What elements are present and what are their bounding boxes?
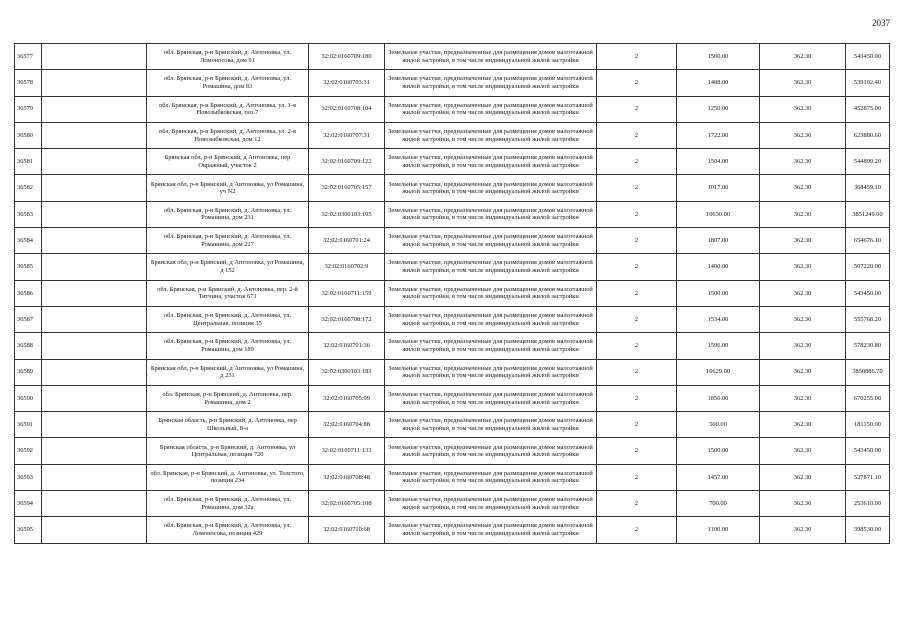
group-code-cell: 2 xyxy=(597,306,677,332)
row-number-cell: 36591 xyxy=(15,412,42,438)
cadastral-value-cell: 3850886.70 xyxy=(846,359,890,385)
row-number-cell: 36592 xyxy=(15,438,42,464)
cadastral-value-cell: 368459.10 xyxy=(846,175,890,201)
area-cell: 1807.00 xyxy=(677,228,760,254)
group-code-cell: 2 xyxy=(597,96,677,122)
row-number-cell: 36589 xyxy=(15,359,42,385)
table-body xyxy=(15,44,890,544)
empty-cell xyxy=(42,280,147,306)
land-use-cell: Земельные участки, предназначенные для размещения домов малоэтажной жилой застройки, в том числе индивидуальной жилой застройки xyxy=(385,280,597,306)
address-cell: обл. Брянская, р-н Брянский, д. Антоновка, ул. Ломоносова, дом 91 xyxy=(147,44,309,70)
land-use-cell: Земельные участки, предназначенные для размещения домов малоэтажной жилой застройки, в том числе индивидуальной жилой застройки xyxy=(385,175,597,201)
land-use-cell: Земельные участки, предназначенные для размещения домов малоэтажной жилой застройки, в том числе индивидуальной жилой застройки xyxy=(385,412,597,438)
table-row xyxy=(15,385,890,411)
table-row xyxy=(15,517,890,543)
land-use-cell: Земельные участки, предназначенные для размещения домов малоэтажной жилой застройки, в том числе индивидуальной жилой застройки xyxy=(385,44,597,70)
row-number-cell: 36586 xyxy=(15,280,42,306)
land-use-cell: Земельные участки, предназначенные для размещения домов малоэтажной жилой застройки, в том числе индивидуальной жилой застройки xyxy=(385,122,597,148)
table-row xyxy=(15,254,890,280)
area-cell: 1500.00 xyxy=(677,44,760,70)
row-number-cell: 36587 xyxy=(15,306,42,332)
cadastral-number-cell: 32:02:0300103:183 xyxy=(309,359,385,385)
land-use-cell: Земельные участки, предназначенные для размещения домов малоэтажной жилой застройки, в том числе индивидуальной жилой застройки xyxy=(385,385,597,411)
area-cell: 500.00 xyxy=(677,412,760,438)
table-row xyxy=(15,491,890,517)
address-cell: обл. Брянская, р-н Брянский, д. Антоновка, ул. Ромашина, дом 189 xyxy=(147,333,309,359)
table-row xyxy=(15,280,890,306)
specific-value-cell: 362.30 xyxy=(760,333,846,359)
group-code-cell: 2 xyxy=(597,70,677,96)
area-cell: 1488.00 xyxy=(677,70,760,96)
specific-value-cell: 362.30 xyxy=(760,175,846,201)
group-code-cell: 2 xyxy=(597,201,677,227)
cadastral-value-cell: 181150.00 xyxy=(846,412,890,438)
land-use-cell: Земельные участки, предназначенные для размещения домов малоэтажной жилой застройки, в том числе индивидуальной жилой застройки xyxy=(385,201,597,227)
area-cell: 1850.00 xyxy=(677,385,760,411)
address-cell: обл. Брянская, р-н Брянский, д. Антоновка, пер. 2-й Титчина, участок 671 xyxy=(147,280,309,306)
area-cell: 1457.00 xyxy=(677,464,760,490)
area-cell: 10629.00 xyxy=(677,359,760,385)
specific-value-cell: 362.30 xyxy=(760,70,846,96)
group-code-cell: 2 xyxy=(597,438,677,464)
table-row xyxy=(15,149,890,175)
empty-cell xyxy=(42,44,147,70)
cadastral-value-cell: 507220.00 xyxy=(846,254,890,280)
area-cell: 1500.00 xyxy=(677,280,760,306)
area-cell: 1596.00 xyxy=(677,333,760,359)
area-cell: 1400.00 xyxy=(677,254,760,280)
cadastral-number-cell: 32:02:0160708:104 xyxy=(309,96,385,122)
specific-value-cell: 362.30 xyxy=(760,412,846,438)
specific-value-cell: 362.30 xyxy=(760,306,846,332)
land-use-cell: Земельные участки, предназначенные для размещения домов малоэтажной жилой застройки, в том числе индивидуальной жилой застройки xyxy=(385,149,597,175)
row-number-cell: 36578 xyxy=(15,70,42,96)
empty-cell xyxy=(42,122,147,148)
empty-cell xyxy=(42,175,147,201)
cadastral-value-cell: 555768.20 xyxy=(846,306,890,332)
address-cell: обл. Брянская, р-н Брянский, д. Антоновка, ул. Ромашина, дом 227 xyxy=(147,228,309,254)
table-row xyxy=(15,438,890,464)
empty-cell xyxy=(42,517,147,543)
address-cell: обл. Брянская, р-н Брянский, д. Антоновка, ул. Ромашина, дом 231 xyxy=(147,201,309,227)
group-code-cell: 2 xyxy=(597,122,677,148)
page-number: 2037 xyxy=(872,18,890,28)
address-cell: обл. Брянская, р-н Брянский, д. Антоновка, ул. Ромашина, дом 83 xyxy=(147,70,309,96)
group-code-cell: 2 xyxy=(597,359,677,385)
empty-cell xyxy=(42,149,147,175)
empty-cell xyxy=(42,70,147,96)
empty-cell xyxy=(42,385,147,411)
land-use-cell: Земельные участки, предназначенные для размещения домов малоэтажной жилой застройки, в том числе индивидуальной жилой застройки xyxy=(385,96,597,122)
cadastral-number-cell: 32:02:0160707:31 xyxy=(309,122,385,148)
row-number-cell: 36580 xyxy=(15,122,42,148)
cadastral-number-cell: 32:02:0160703:31 xyxy=(309,70,385,96)
land-use-cell: Земельные участки, предназначенные для размещения домов малоэтажной жилой застройки, в том числе индивидуальной жилой застройки xyxy=(385,333,597,359)
cadastral-value-cell: 527871.10 xyxy=(846,464,890,490)
specific-value-cell: 362.30 xyxy=(760,385,846,411)
table-row xyxy=(15,70,890,96)
group-code-cell: 2 xyxy=(597,44,677,70)
address-cell: обл. Брянская, р-н Брянский, д. Антоновка, ул. 1-я Новозыбковская, поз.7 xyxy=(147,96,309,122)
land-use-cell: Земельные участки, предназначенные для размещения домов малоэтажной жилой застройки, в том числе индивидуальной жилой застройки xyxy=(385,306,597,332)
area-cell: 700.00 xyxy=(677,491,760,517)
cadastral-value-cell: 539102.40 xyxy=(846,70,890,96)
table-row xyxy=(15,175,890,201)
empty-cell xyxy=(42,333,147,359)
table-row xyxy=(15,333,890,359)
row-number-cell: 36595 xyxy=(15,517,42,543)
specific-value-cell: 362.30 xyxy=(760,517,846,543)
land-use-cell: Земельные участки, предназначенные для размещения домов малоэтажной жилой застройки, в том числе индивидуальной жилой застройки xyxy=(385,359,597,385)
row-number-cell: 36593 xyxy=(15,464,42,490)
group-code-cell: 2 xyxy=(597,464,677,490)
specific-value-cell: 362.30 xyxy=(760,122,846,148)
address-cell: обл. Брянская, р-н Брянский, д. Антоновка, ул. Ромашина, дом 32а xyxy=(147,491,309,517)
specific-value-cell: 362.30 xyxy=(760,254,846,280)
table-row xyxy=(15,201,890,227)
table-row xyxy=(15,464,890,490)
empty-cell xyxy=(42,201,147,227)
specific-value-cell: 362.30 xyxy=(760,149,846,175)
specific-value-cell: 362.30 xyxy=(760,228,846,254)
area-cell: 1250.00 xyxy=(677,96,760,122)
address-cell: обл. Брянская, р-н Брянский, д. Антоновка, ул. Толстого, позиция 234 xyxy=(147,464,309,490)
cadastral-number-cell: 32:02:0160701:36 xyxy=(309,333,385,359)
area-cell: 1100.00 xyxy=(677,517,760,543)
row-number-cell: 36583 xyxy=(15,201,42,227)
group-code-cell: 2 xyxy=(597,412,677,438)
cadastral-value-cell: 670255.00 xyxy=(846,385,890,411)
cadastral-number-cell: 32:02:0160709:180 xyxy=(309,44,385,70)
group-code-cell: 2 xyxy=(597,149,677,175)
row-number-cell: 36577 xyxy=(15,44,42,70)
area-cell: 1500.00 xyxy=(677,438,760,464)
area-cell: 1017.00 xyxy=(677,175,760,201)
cadastral-number-cell: 32:02:0300103:105 xyxy=(309,201,385,227)
address-cell: Брянская обл, р-н Брянский, д Антоновка, ул Ромашина, уч N2 xyxy=(147,175,309,201)
land-use-cell: Земельные участки, предназначенные для размещения домов малоэтажной жилой застройки, в том числе индивидуальной жилой застройки xyxy=(385,254,597,280)
empty-cell xyxy=(42,306,147,332)
address-cell: Брянская обл, р-н Брянский, д Антоновка, пер Овражный, участок 2 xyxy=(147,149,309,175)
specific-value-cell: 362.30 xyxy=(760,201,846,227)
cadastral-value-cell: 543450.00 xyxy=(846,280,890,306)
cadastral-value-cell: 398530.00 xyxy=(846,517,890,543)
group-code-cell: 2 xyxy=(597,254,677,280)
specific-value-cell: 362.30 xyxy=(760,96,846,122)
empty-cell xyxy=(42,464,147,490)
empty-cell xyxy=(42,491,147,517)
cadastral-number-cell: 32:02:0160701:24 xyxy=(309,228,385,254)
empty-cell xyxy=(42,359,147,385)
cadastral-number-cell: 32:02:0160711:159 xyxy=(309,280,385,306)
address-cell: обл. Брянская, р-н Брянский, д. Антоновка, пер. Ромашина, дом 2 xyxy=(147,385,309,411)
empty-cell xyxy=(42,254,147,280)
cadastral-number-cell: 32:02:0160709:122 xyxy=(309,149,385,175)
cadastral-value-cell: 578230.80 xyxy=(846,333,890,359)
table-row xyxy=(15,412,890,438)
row-number-cell: 36579 xyxy=(15,96,42,122)
address-cell: Брянская область, р-н Брянский, д. Антоновка, пер Школьный, 8-а xyxy=(147,412,309,438)
specific-value-cell: 362.30 xyxy=(760,438,846,464)
table-row xyxy=(15,306,890,332)
land-use-cell: Земельные участки, предназначенные для размещения домов малоэтажной жилой застройки, в том числе индивидуальной жилой застройки xyxy=(385,464,597,490)
cadastral-value-cell: 543450.00 xyxy=(846,44,890,70)
table-row xyxy=(15,96,890,122)
table-row xyxy=(15,122,890,148)
table-row xyxy=(15,228,890,254)
area-cell: 1504.00 xyxy=(677,149,760,175)
table-row xyxy=(15,44,890,70)
group-code-cell: 2 xyxy=(597,491,677,517)
cadastral-value-cell: 452875.00 xyxy=(846,96,890,122)
row-number-cell: 36590 xyxy=(15,385,42,411)
cadastral-number-cell: 32:02:0160704:88 xyxy=(309,412,385,438)
row-number-cell: 36588 xyxy=(15,333,42,359)
cadastral-value-cell: 3851249.00 xyxy=(846,201,890,227)
address-cell: Брянская обл, р-н Брянский, д Антоновка, ул Ромашина, д 231 xyxy=(147,359,309,385)
cadastral-number-cell: 32:02:0160710:68 xyxy=(309,517,385,543)
cadastral-number-cell: 32:02:0160711:133 xyxy=(309,438,385,464)
row-number-cell: 36582 xyxy=(15,175,42,201)
specific-value-cell: 362.30 xyxy=(760,280,846,306)
cadastral-value-cell: 654676.10 xyxy=(846,228,890,254)
group-code-cell: 2 xyxy=(597,228,677,254)
specific-value-cell: 362.30 xyxy=(760,44,846,70)
group-code-cell: 2 xyxy=(597,175,677,201)
row-number-cell: 36584 xyxy=(15,228,42,254)
cadastral-number-cell: 32:02:0160705:99 xyxy=(309,385,385,411)
address-cell: Брянская область, р-н Брянский, д. Антоновка, ул Центральная, позиция 720 xyxy=(147,438,309,464)
address-cell: обл. Брянская, р-н Брянский, д. Антоновка, ул. Центральная, позиция 35 xyxy=(147,306,309,332)
specific-value-cell: 362.30 xyxy=(760,491,846,517)
land-use-cell: Земельные участки, предназначенные для размещения домов малоэтажной жилой застройки, в том числе индивидуальной жилой застройки xyxy=(385,438,597,464)
table-row xyxy=(15,359,890,385)
row-number-cell: 36585 xyxy=(15,254,42,280)
land-use-cell: Земельные участки, предназначенные для размещения домов малоэтажной жилой застройки, в том числе индивидуальной жилой застройки xyxy=(385,70,597,96)
group-code-cell: 2 xyxy=(597,517,677,543)
empty-cell xyxy=(42,438,147,464)
area-cell: 1534.00 xyxy=(677,306,760,332)
cadastral-number-cell: 32:02:0160705:157 xyxy=(309,175,385,201)
group-code-cell: 2 xyxy=(597,385,677,411)
cadastral-number-cell: 32:02:0160705:108 xyxy=(309,491,385,517)
row-number-cell: 36594 xyxy=(15,491,42,517)
empty-cell xyxy=(42,412,147,438)
address-cell: обл. Брянская, р-н Брянский, д. Антоновка, ул. Ломоносова, позиция 429 xyxy=(147,517,309,543)
land-use-cell: Земельные участки, предназначенные для размещения домов малоэтажной жилой застройки, в том числе индивидуальной жилой застройки xyxy=(385,517,597,543)
specific-value-cell: 362.30 xyxy=(760,464,846,490)
cadastral-value-table xyxy=(14,43,890,544)
cadastral-number-cell: 32:02:0160708:48 xyxy=(309,464,385,490)
specific-value-cell: 362.30 xyxy=(760,359,846,385)
land-use-cell: Земельные участки, предназначенные для размещения домов малоэтажной жилой застройки, в том числе индивидуальной жилой застройки xyxy=(385,491,597,517)
group-code-cell: 2 xyxy=(597,333,677,359)
area-cell: 1722.00 xyxy=(677,122,760,148)
address-cell: обл. Брянская, р-н Брянский, д. Антоновка, ул. 2-я Новозыбковская, дом 12 xyxy=(147,122,309,148)
empty-cell xyxy=(42,228,147,254)
cadastral-number-cell: 32:02:0160702:9 xyxy=(309,254,385,280)
cadastral-value-cell: 544899.20 xyxy=(846,149,890,175)
cadastral-value-cell: 623880.60 xyxy=(846,122,890,148)
area-cell: 10630.00 xyxy=(677,201,760,227)
group-code-cell: 2 xyxy=(597,280,677,306)
cadastral-value-cell: 253610.00 xyxy=(846,491,890,517)
cadastral-value-cell: 543450.00 xyxy=(846,438,890,464)
address-cell: Брянская обл, р-н Брянский, д Антоновка, ул Ромашина, д 152 xyxy=(147,254,309,280)
cadastral-number-cell: 32:02:0160708:172 xyxy=(309,306,385,332)
land-use-cell: Земельные участки, предназначенные для размещения домов малоэтажной жилой застройки, в том числе индивидуальной жилой застройки xyxy=(385,228,597,254)
row-number-cell: 36581 xyxy=(15,149,42,175)
empty-cell xyxy=(42,96,147,122)
